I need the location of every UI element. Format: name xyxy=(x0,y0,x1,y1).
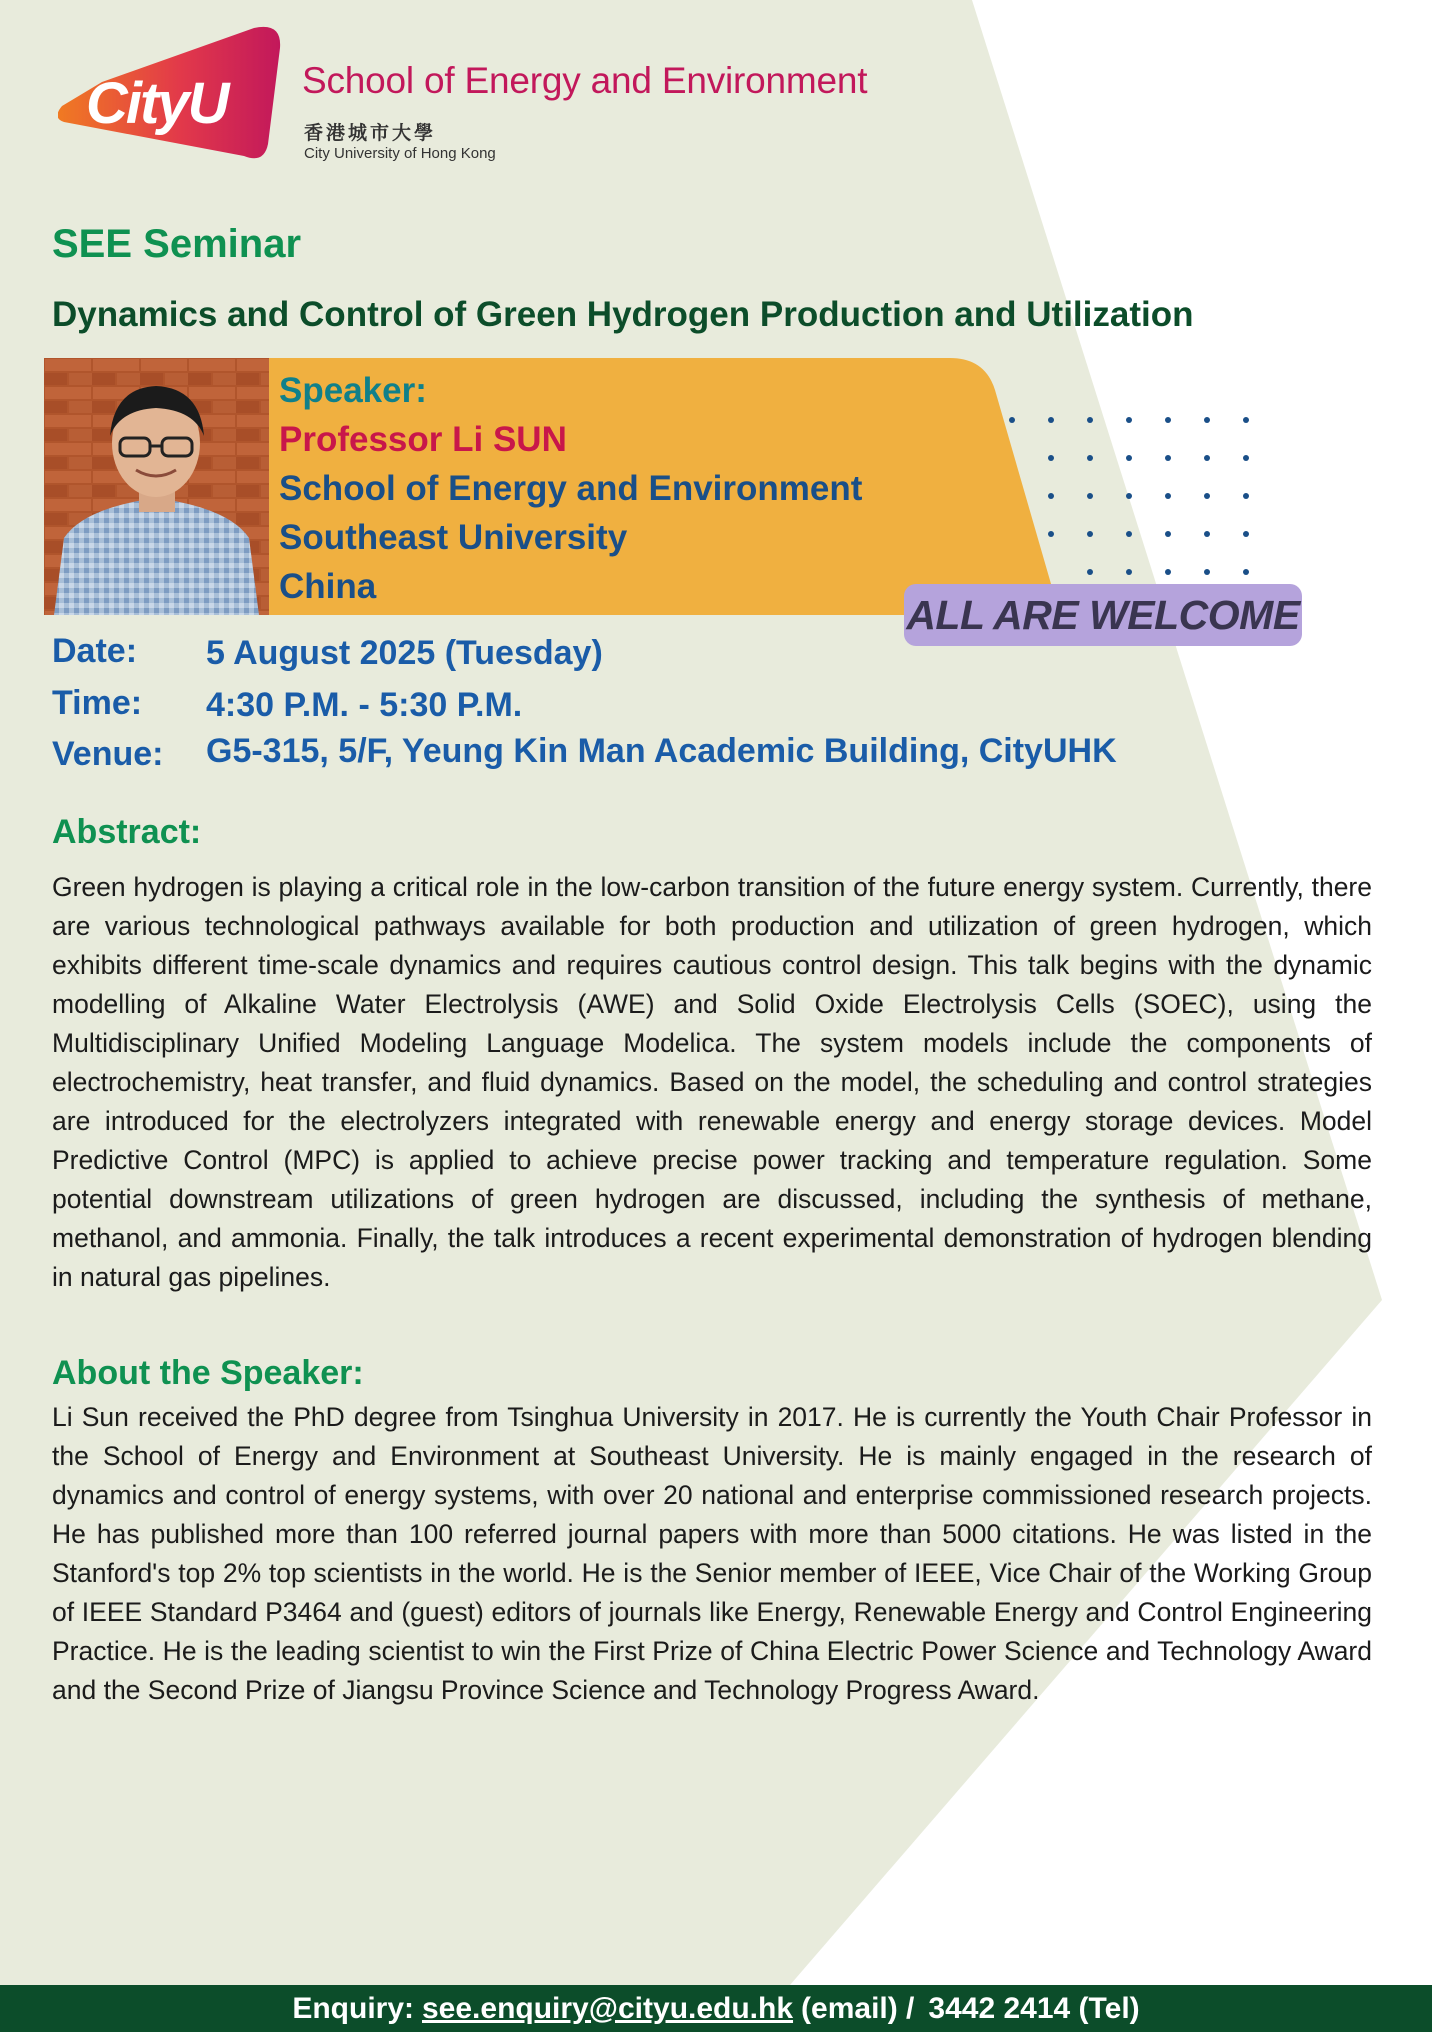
venue-value: G5-315, 5/F, Yeung Kin Man Academic Building, CityUHK xyxy=(206,732,1117,770)
enquiry-footer xyxy=(0,1985,1432,2032)
university-name-zh: 香港城市大學 xyxy=(304,123,437,144)
speaker-name: Professor Li SUN xyxy=(279,420,567,459)
enquiry-email-link[interactable]: see.enquiry@cityu.edu.hk xyxy=(422,1991,794,2025)
time-label: Time: xyxy=(52,684,143,722)
university-name-en: City University of Hong Kong xyxy=(304,145,496,162)
enquiry-label: Enquiry: xyxy=(292,1991,414,2025)
all-are-welcome-badge: ALL ARE WELCOME xyxy=(904,584,1302,646)
about-speaker-heading: About the Speaker: xyxy=(52,1354,364,1392)
seminar-series-label: SEE Seminar xyxy=(52,222,302,266)
logo-wordmark: CityU xyxy=(86,71,228,136)
speaker-info xyxy=(279,366,862,611)
email-suffix: (email) / xyxy=(801,1991,915,2025)
speaker-photo xyxy=(44,358,269,615)
enquiry-phone: 3442 2414 (Tel) xyxy=(928,1991,1140,2025)
time-value: 4:30 P.M. - 5:30 P.M. xyxy=(206,686,523,724)
date-label: Date: xyxy=(52,632,138,670)
abstract-text: Green hydrogen is playing a critical role in the low-carbon transition of the future energy system. Currently, there are various technological pathways available for both production and utilization of green hydrogen, which exhibits different time-scale dynamics and requires cautious control design. This talk begins with the dynamic modelling of Alkaline Water Electrolysis (AWE) and Solid Oxide Electrolysis Cells (SOEC), using the Multidisciplinary Unified Modeling Language Modelica. The system models include the components of electrochemistry, heat transfer, and fluid dynamics. Based on the model, the scheduling and control strategies are introduced for the electrolyzers integrated with renewable energy and energy storage devices. Model Predictive Control (MPC) is applied to achieve precise power tracking and temperature regulation. Some potential downstream utilizations of green hydrogen are discussed, including the synthesis of methane, methanol, and ammonia. Finally, the talk introduces a recent experimental demonstration of hydrogen blending in natural gas pipelines. xyxy=(52,872,1372,1292)
decorative-dot-grid xyxy=(1000,410,1260,580)
talk-title: Dynamics and Control of Green Hydrogen Production and Utilization xyxy=(52,295,1194,334)
abstract-heading: Abstract: xyxy=(52,813,202,851)
speaker-university: Southeast University xyxy=(279,518,628,557)
venue-label: Venue: xyxy=(52,735,164,773)
speaker-school: School of Energy and Environment xyxy=(279,469,863,508)
date-value: 5 August 2025 (Tuesday) xyxy=(206,634,603,672)
about-speaker-text: Li Sun received the PhD degree from Tsinghua University in 2017. He is currently the Youth Chair Professor in the School of Energy and Environment at Southeast University. He is mainly engaged in the research of dynamics and control of energy systems, with over 20 national and enterprise commissioned research projects. He has published more than 100 referred journal papers with more than 5000 citations. He was listed in the Stanford's top 2% top scientists in the world. He is the Senior member of IEEE, Vice Chair of the Working Group of IEEE Standard P3464 and (guest) editors of journals like Energy, Renewable Energy and Control Engineering Practice. He is the leading scientist to win the First Prize of China Electric Power Science and Technology Award and the Second Prize of Jiangsu Province Science and Technology Progress Award. xyxy=(52,1402,1372,1705)
speaker-label: Speaker: xyxy=(279,371,427,410)
department-name: School of Energy and Environment xyxy=(302,60,868,101)
speaker-country: China xyxy=(279,567,377,606)
